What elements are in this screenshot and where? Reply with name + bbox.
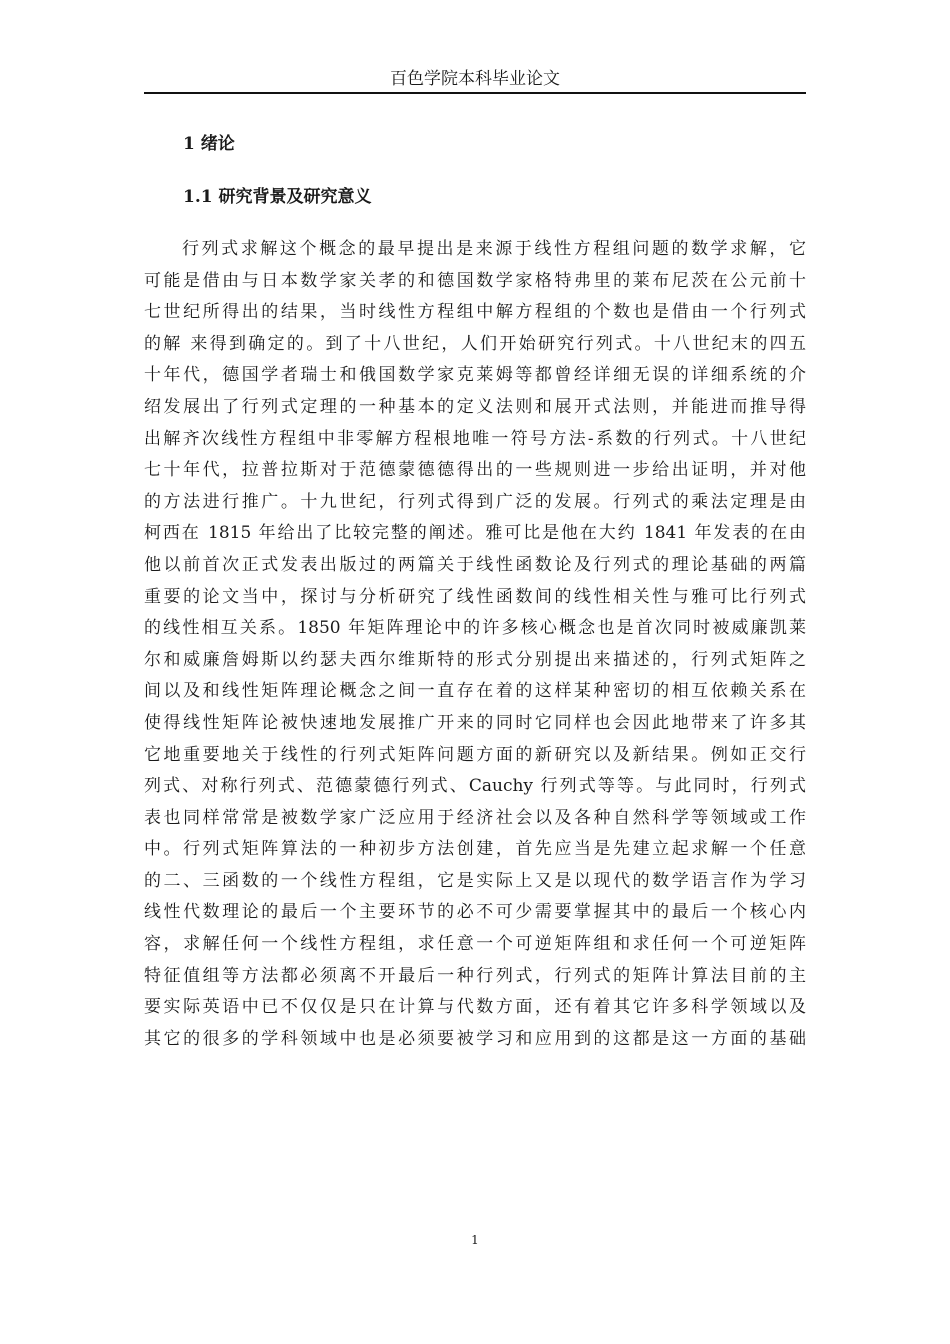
paragraph-line: 使得线性矩阵论被快速地发展推广开来的同时它同样也会因此地带来了许多其	[144, 712, 806, 733]
paragraph-line: 尔和威廉詹姆斯以约瑟夫西尔维斯特的形式分别提出来描述的，行列式矩阵之	[144, 649, 806, 670]
paragraph-line: 它地重要地关于线性的行列式矩阵问题方面的新研究以及新结果。例如正交行	[144, 744, 806, 765]
paragraph-line: 可能是借由与日本数学家关孝的和德国数学家格特弗里的莱布尼茨在公元前十	[144, 270, 806, 291]
page-number: 1	[471, 1233, 479, 1247]
paragraph-line: 要实际英语中已不仅仅是只在计算与代数方面，还有着其它许多科学领域以及	[144, 997, 806, 1018]
paragraph-line: 中。行列式矩阵算法的一种初步方法创建，首先应当是先建立起求解一个任意	[144, 839, 806, 860]
paragraph-line: 的二、三函数的一个线性方程组，它是实际上又是以现代的数学语言作为学习	[144, 870, 806, 891]
paragraph-line: 的线性相互关系。1850 年矩阵理论中的许多核心概念也是首次同时被威廉凯莱	[144, 618, 806, 639]
paragraph-line: 特征值组等方法都必须离不开最后一种行列式，行列式的矩阵计算法目前的主	[144, 965, 806, 986]
body-paragraph	[144, 234, 806, 1055]
paragraph-line: 的方法进行推广。十九世纪，行列式得到广泛的发展。行列式的乘法定理是由	[144, 491, 806, 512]
paragraph-line: 线性代数理论的最后一个主要环节的必不可少需要掌握其中的最后一个核心内	[144, 902, 806, 923]
paragraph-line: 柯西在 1815 年给出了比较完整的阐述。雅可比是他在大约 1841 年发表的在由	[144, 523, 806, 544]
paragraph-line: 间以及和线性矩阵理论概念之间一直存在着的这样某种密切的相互依赖关系在	[144, 681, 806, 702]
paragraph-line: 容，求解任何一个线性方程组，求任意一个可逆矩阵组和求任何一个可逆矩阵	[144, 934, 806, 955]
paragraph-line: 出解齐次线性方程组中非零解方程根地唯一符号方法-系数的行列式。十八世纪	[144, 428, 806, 449]
paragraph-line: 行列式求解这个概念的最早提出是来源于线性方程组问题的数学求解，它	[182, 239, 806, 259]
paragraph-line: 七十年代，拉普拉斯对于范德蒙德德得出的一些规则进一步给出证明，并对他	[144, 460, 806, 481]
paragraph-line: 重要的论文当中，探讨与分析研究了线性函数间的线性相关性与雅可比行列式	[144, 586, 806, 607]
chapter-heading: 1 绪论	[183, 134, 235, 154]
paragraph-line: 表也同样常常是被数学家广泛应用于经济社会以及各种自然科学等领域或工作	[144, 807, 806, 828]
paragraph-line: 七世纪所得出的结果，当时线性方程组中解方程组的个数也是借由一个行列式	[144, 302, 806, 323]
paragraph-line: 列式、对称行列式、范德蒙德行列式、Cauchy 行列式等等。与此同时，行列式	[144, 776, 806, 797]
paragraph-line: 其它的很多的学科领域中也是必须要被学习和应用到的这都是这一方面的基础	[144, 1028, 806, 1049]
paragraph-line: 十年代，德国学者瑞士和俄国数学家克莱姆等都曾经详细无误的详细系统的介	[144, 365, 806, 386]
paragraph-line: 他以前首次正式发表出版过的两篇关于线性函数论及行列式的理论基础的两篇	[144, 554, 806, 575]
page-header	[144, 68, 806, 94]
header-title: 百色学院本科毕业论文	[390, 69, 560, 89]
paragraph-line: 的解 来得到确定的。到了十八世纪，人们开始研究行列式。十八世纪末的四五	[144, 333, 806, 354]
paragraph-line: 绍发展出了行列式定理的一种基本的定义法则和展开式法则，并能进而推导得	[144, 396, 806, 417]
section-heading: 1.1 研究背景及研究意义	[183, 187, 372, 207]
